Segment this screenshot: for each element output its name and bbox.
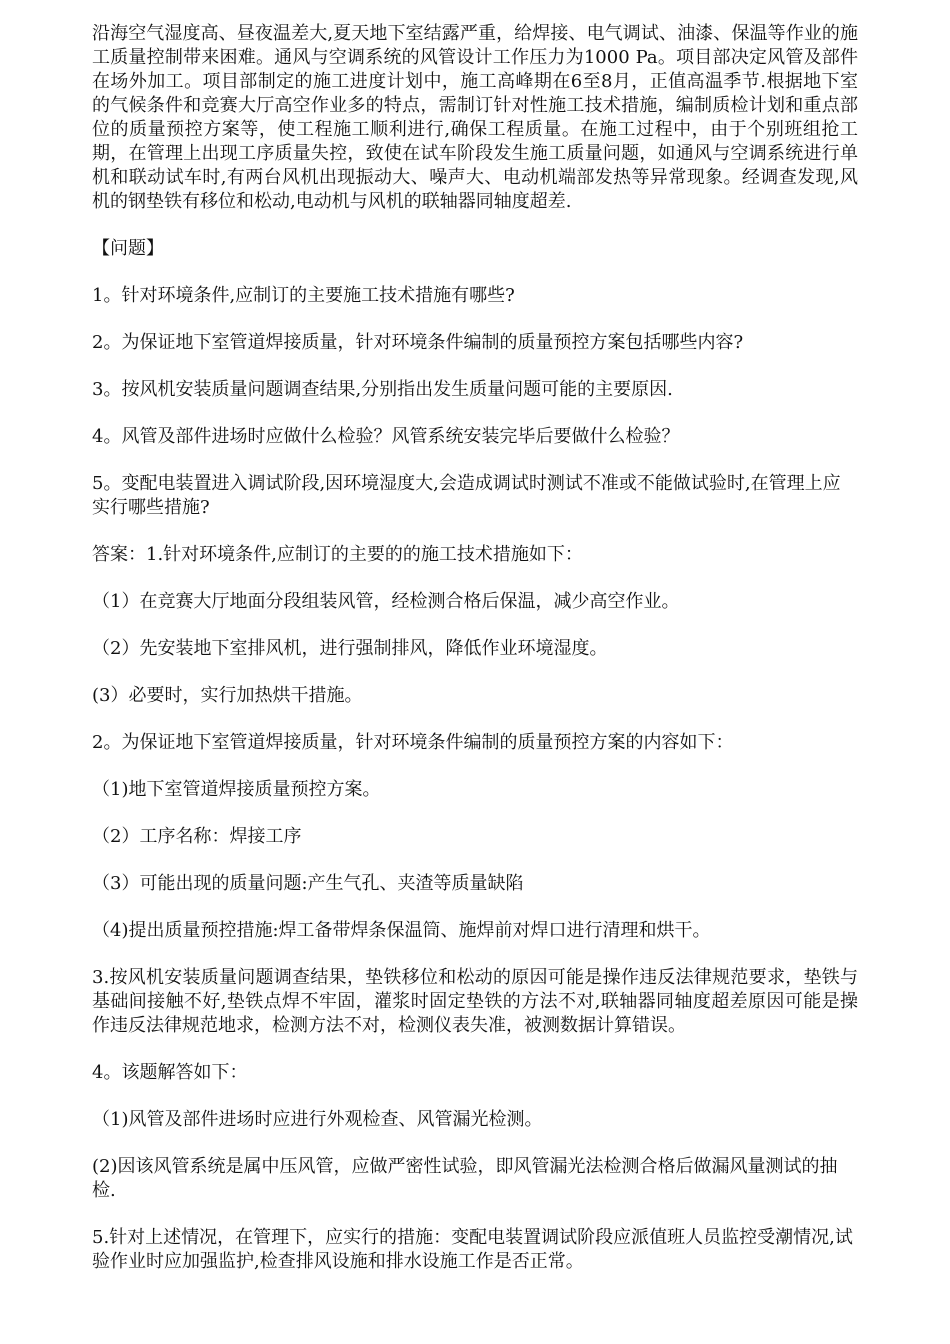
case-description: 沿海空气湿度高、昼夜温差大,夏天地下室结露严重，给焊接、电气调试、油漆、保温等作业的施工质量控制带来困难。通风与空调系统的风管设计工作压力为1000 Pa。项目部决定风管及部件在场外加工。项目部制定的施工进度计划中，施工高峰期在6至8月，正值高温季节.根据地下室的气候条件和竞赛大厅高空作业多的特点，需制订针对性施工技术措施，编制质检计划和重点部位的质量预控方案等，使工程施工顺利进行,确保工程质量。在施工过程中，由于个别班组抢工期，在管理上出现工序质量失控，致使在试车阶段发生施工质量问题，如通风与空调系统进行单机和联动试车时,有两台风机出现振动大、噪声大、电动机端部发热等异常现象。经调查发现,风机的钢垫铁有移位和松动,电动机与风机的联轴器同轴度超差.	[92, 23, 858, 212]
answer-2-item-2: （2）工序名称：焊接工序	[92, 826, 302, 847]
answer-2-item-3: （3）可能出现的质量问题:产生气孔、夹渣等质量缺陷	[92, 873, 524, 894]
answer-1-item-3: (3）必要时，实行加热烘干措施。	[92, 685, 363, 706]
answer-4-heading: 4。该题解答如下：	[92, 1062, 248, 1083]
answer-1-item-1: （1）在竞赛大厅地面分段组装风管，经检测合格后保温，减少高空作业。	[92, 591, 680, 612]
questions-heading: 【问题】	[92, 238, 164, 259]
answer-1-heading: 答案：1.针对环境条件,应制订的主要的的施工技术措施如下：	[92, 544, 583, 565]
question-3: 3。按风机安装质量问题调查结果,分别指出发生质量问题可能的主要原因.	[92, 379, 673, 400]
question-5: 5。变配电装置进入调试阶段,因环境湿度大,会造成调试时测试不准或不能做试验时,在管理上应实行哪些措施?	[92, 473, 841, 518]
answer-1-item-2: （2）先安装地下室排风机，进行强制排风，降低作业环境湿度。	[92, 638, 608, 659]
question-2: 2。为保证地下室管道焊接质量，针对环境条件编制的质量预控方案包括哪些内容?	[92, 332, 744, 353]
answer-4-item-2: (2)因该风管系统是属中压风管，应做严密性试验，即风管漏光法检测合格后做漏风量测试的抽检.	[92, 1156, 838, 1201]
question-1: 1。针对环境条件,应制订的主要施工技术措施有哪些?	[92, 285, 515, 306]
question-4: 4。风管及部件进场时应做什么检验？风管系统安装完毕后要做什么检验？	[92, 426, 680, 447]
answer-2-heading: 2。为保证地下室管道焊接质量，针对环境条件编制的质量预控方案的内容如下：	[92, 732, 734, 753]
answer-4-item-1: （1)风管及部件进场时应进行外观检查、风管漏光检测。	[92, 1109, 543, 1130]
answer-3: 3.按风机安装质量问题调查结果，垫铁移位和松动的原因可能是操作违反法律规范要求，垫铁与基础间接触不好,垫铁点焊不牢固，灌浆时固定垫铁的方法不对,联轴器同轴度超差原因可能是操作违反法律规范地求，检测方法不对，检测仪表失准，被测数据计算错误。	[92, 967, 858, 1036]
answer-5: 5.针对上述情况，在管理下，应实行的措施：变配电装置调试阶段应派值班人员监控受潮情况,试验作业时应加强监护,检查排风设施和排水设施工作是否正常。	[92, 1227, 853, 1272]
answer-2-item-4: （4)提出质量预控措施:焊工备带焊条保温筒、施焊前对焊口进行清理和烘干。	[92, 920, 711, 941]
answer-2-item-1: （1)地下室管道焊接质量预控方案。	[92, 779, 381, 800]
